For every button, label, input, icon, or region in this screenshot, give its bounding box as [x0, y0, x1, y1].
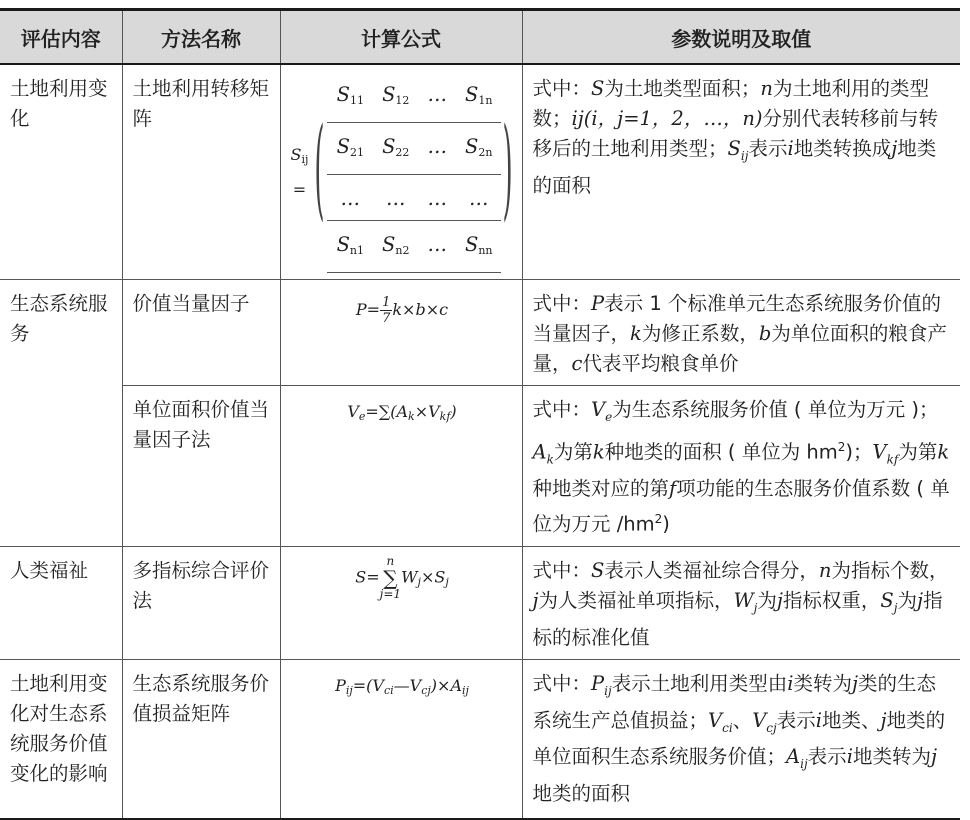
table-row	[0, 64, 960, 280]
value-gain-loss-formula: $P_{ij}=(V_{ci}—V_{cj})\times A_{ij}$	[335, 675, 469, 697]
table-row	[0, 280, 960, 386]
cell-content: 人类福祉	[0, 546, 122, 659]
table-row	[0, 659, 960, 819]
matrix-cell: …	[417, 221, 455, 273]
cell-formula	[280, 64, 522, 280]
cell-method: 多指标综合评价法	[122, 546, 280, 659]
matrix-cell: …	[417, 175, 455, 221]
matrix-cell: …	[327, 175, 372, 221]
cell-formula	[280, 546, 522, 659]
value-equivalent-formula: P= $\frac{1}{7}$ k×b×c	[355, 295, 449, 326]
cell-formula	[280, 659, 522, 819]
transfer-matrix-formula	[291, 71, 515, 273]
cell-params: 式中：S为土地类型面积；n为土地利用的类型数；ij(i，j=1，2，…，n)分别代表转移前与转移后的土地利用类型；$S_{ij}$表示i地类转换成j地类的面积	[522, 64, 960, 280]
matrix-right-bracket: )	[502, 109, 513, 236]
cell-content: 土地利用变化对生态系统服务价值变化的影响	[0, 659, 122, 819]
matrix-grid	[327, 71, 501, 273]
matrix-cell: $S_{n1}$	[327, 221, 372, 273]
matrix-cell: $S_{2n}$	[455, 123, 501, 175]
header-row	[0, 10, 960, 65]
evaluation-methods-table	[0, 8, 960, 820]
matrix-cell: …	[417, 123, 455, 175]
table-row	[0, 386, 960, 547]
cell-method: 价值当量因子	[122, 280, 280, 386]
cell-content: 土地利用变化	[0, 64, 122, 280]
matrix-left-bracket: (	[314, 109, 325, 236]
composite-index-formula: S= n ∑ j=1 $W_j\times S_j$	[355, 553, 449, 601]
cell-method: 生态系统服务价值损益矩阵	[122, 659, 280, 819]
matrix-cell: $S_{12}$	[372, 71, 417, 123]
header-method: 方法名称	[122, 10, 280, 65]
header-content: 评估内容	[0, 10, 122, 65]
cell-method: 土地利用转移矩阵	[122, 64, 280, 280]
matrix-cell: $S_{11}$	[327, 71, 372, 123]
cell-content: 生态系统服务	[0, 280, 122, 547]
unit-area-value-formula: $V_e=\sum(A_k\times V_{kf})$	[347, 402, 457, 423]
matrix-cell: $S_{22}$	[372, 123, 417, 175]
matrix-cell: …	[417, 71, 455, 123]
cell-method: 单位面积价值当量因子法	[122, 386, 280, 547]
table-row	[0, 546, 960, 659]
matrix-cell: …	[455, 175, 501, 221]
cell-formula	[280, 386, 522, 547]
cell-params: 式中：$V_e$为生态系统服务价值 ( 单位为万元 )；$A_k$为第k种地类的面积 ( 单位为 $hm^2$)；$V_{kf}$为第k种地类对应的第f项功能的生态服务价值系数 ( 单位为万元 $/hm^2$)	[522, 386, 960, 547]
cell-params: 式中：$P_{ij}$表示土地利用类型由i类转为j类的生态系统生产总值损益；$V_{ci}$、$V_{cj}$表示i地类、j地类的单位面积生态系统服务价值；$A_{ij}$表示i地类转为j地类的面积	[522, 659, 960, 819]
cell-params: 式中：S表示人类福祉综合得分，n为指标个数，j为人类福祉单项指标，$W_j$为j指标权重，$S_j$为j指标的标准化值	[522, 546, 960, 659]
header-formula: 计算公式	[280, 10, 522, 65]
matrix-lhs: $S_{ij}$ =	[290, 144, 309, 199]
header-params: 参数说明及取值	[522, 10, 960, 65]
matrix-cell: $S_{nn}$	[455, 221, 501, 273]
cell-params: 式中：P表示 1 个标准单元生态系统服务价值的当量因子，k为修正系数，b为单位面积的粮食产量，c代表平均粮食单价	[522, 280, 960, 386]
matrix-cell: $S_{21}$	[327, 123, 372, 175]
matrix-cell: $S_{1n}$	[455, 71, 501, 123]
matrix-cell: …	[372, 175, 417, 221]
matrix-cell: $S_{n2}$	[372, 221, 417, 273]
